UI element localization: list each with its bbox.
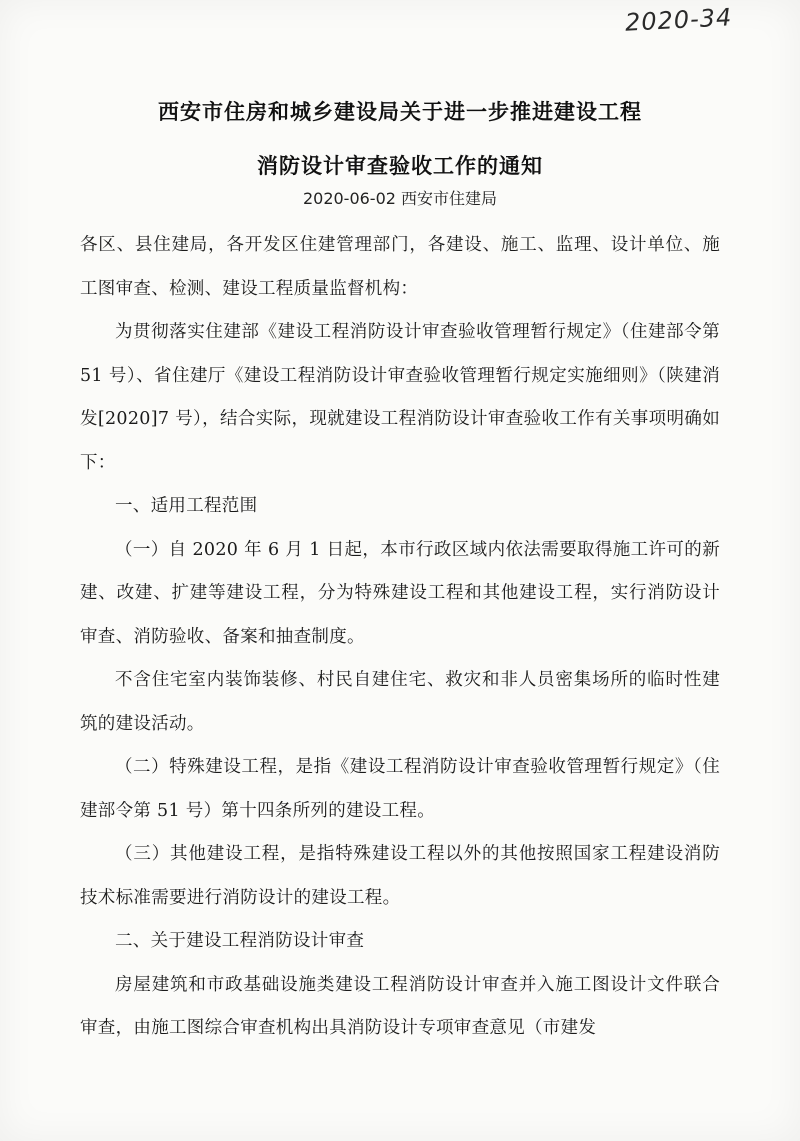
document-body (80, 224, 720, 1051)
clause-3: （三）其他建设工程，是指特殊建设工程以外的其他按照国家工程建设消防技术标准需要进行消防设计的建设工程。 (80, 844, 720, 908)
clause-2: （二）特殊建设工程，是指《建设工程消防设计审查验收管理暂行规定》（住建部令第 51 号）第十四条所列的建设工程。 (80, 757, 720, 821)
section-2-paragraph: 房屋建筑和市政基础设施类建设工程消防设计审查并入施工图设计文件联合审查，由施工图综合审查机构出具消防设计专项审查意见（市建发 (80, 974, 720, 1038)
clause-1-exclusion: 不含住宅室内装饰装修、村民自建住宅、救灾和非人员密集场所的临时性建筑的建设活动。 (80, 670, 720, 734)
document-title-line-2: 消防设计审查验收工作的通知 (257, 153, 543, 178)
document-title-line-1: 西安市住房和城乡建设局关于进一步推进建设工程 (158, 99, 642, 124)
clause-1: （一）自 2020 年 6 月 1 日起，本市行政区域内依法需要取得施工许可的新建、改建、扩建等建设工程，分为特殊建设工程和其他建设工程，实行消防设计审查、消防验收、备案和抽查制度。 (80, 539, 720, 647)
intro-paragraph: 为贯彻落实住建部《建设工程消防设计审查验收管理暂行规定》（住建部令第 51 号）、省住建厅《建设工程消防设计审查验收管理暂行规定实施细则》（陕建消发[2020]7 号），结合实际，现就建设工程消防设计审查验收工作有关事项明确如下： (80, 322, 720, 473)
addressee-paragraph: 各区、县住建局，各开发区住建管理部门，各建设、施工、监理、设计单位、施工图审查、检测、建设工程质量监督机构： (80, 235, 720, 299)
handwritten-doc-number: 2020-34 (624, 3, 733, 37)
section-heading-1: 一、适用工程范围 (115, 496, 258, 516)
section-heading-2: 二、关于建设工程消防设计审查 (115, 931, 365, 951)
document-date-source: 2020-06-02 西安市住建局 (302, 189, 498, 208)
